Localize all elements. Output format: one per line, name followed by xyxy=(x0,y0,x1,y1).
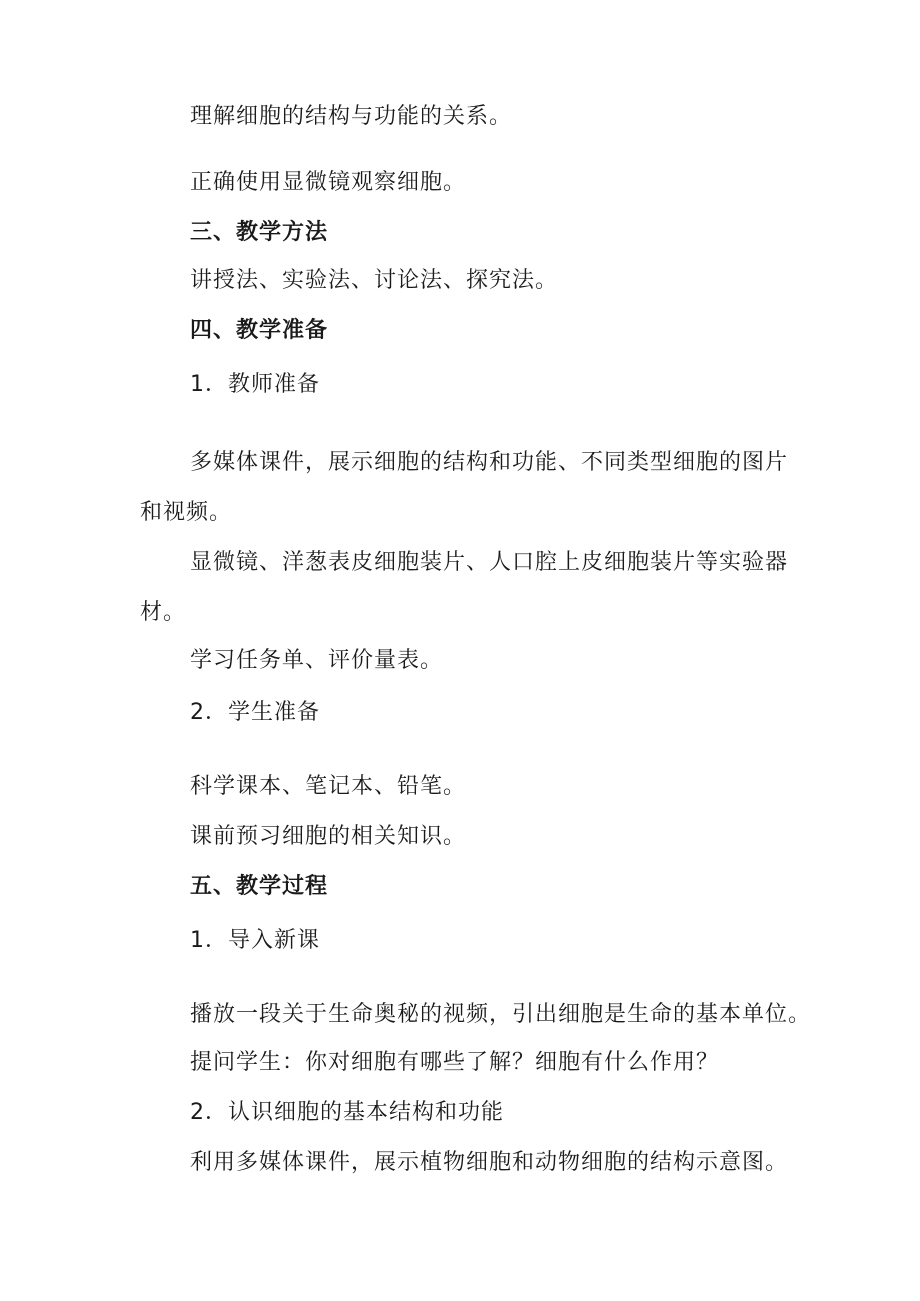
section-heading-preparation: 四、教学准备 xyxy=(190,318,329,343)
objective-microscope: 正确使用显微镜观察细胞。 xyxy=(190,170,467,195)
subheading-teacher-prep: 1．教师准备 xyxy=(190,372,320,397)
teacher-prep-item-2: 显微镜、洋葱表皮细胞装片、人口腔上皮细胞装片等实验器 xyxy=(190,550,789,575)
subheading-cell-structure: 2．认识细胞的基本结构和功能 xyxy=(190,1100,504,1125)
objective-structure-function: 理解细胞的结构与功能的关系。 xyxy=(190,104,513,129)
cell-structure-step-1: 利用多媒体课件，展示植物细胞和动物细胞的结构示意图。 xyxy=(190,1150,789,1175)
intro-step-1: 播放一段关于生命奥秘的视频，引出细胞是生命的基本单位。 xyxy=(190,1002,812,1027)
teacher-prep-item-1-cont: 和视频。 xyxy=(140,500,233,525)
intro-step-2: 提问学生：你对细胞有哪些了解？细胞有什么作用？ xyxy=(190,1050,720,1075)
subheading-intro: 1．导入新课 xyxy=(190,928,320,953)
subheading-student-prep: 2．学生准备 xyxy=(190,700,320,725)
teacher-prep-item-2-cont: 材。 xyxy=(140,600,187,625)
teacher-prep-item-1: 多媒体课件，展示细胞的结构和功能、不同类型细胞的图片 xyxy=(190,450,789,475)
student-prep-item-1: 科学课本、笔记本、铅笔。 xyxy=(190,774,467,799)
methods-text: 讲授法、实验法、讨论法、探究法。 xyxy=(190,268,559,293)
teacher-prep-item-3: 学习任务单、评价量表。 xyxy=(190,648,444,673)
student-prep-item-2: 课前预习细胞的相关知识。 xyxy=(190,824,467,849)
section-heading-process: 五、教学过程 xyxy=(190,874,329,899)
section-heading-methods: 三、教学方法 xyxy=(190,220,329,245)
